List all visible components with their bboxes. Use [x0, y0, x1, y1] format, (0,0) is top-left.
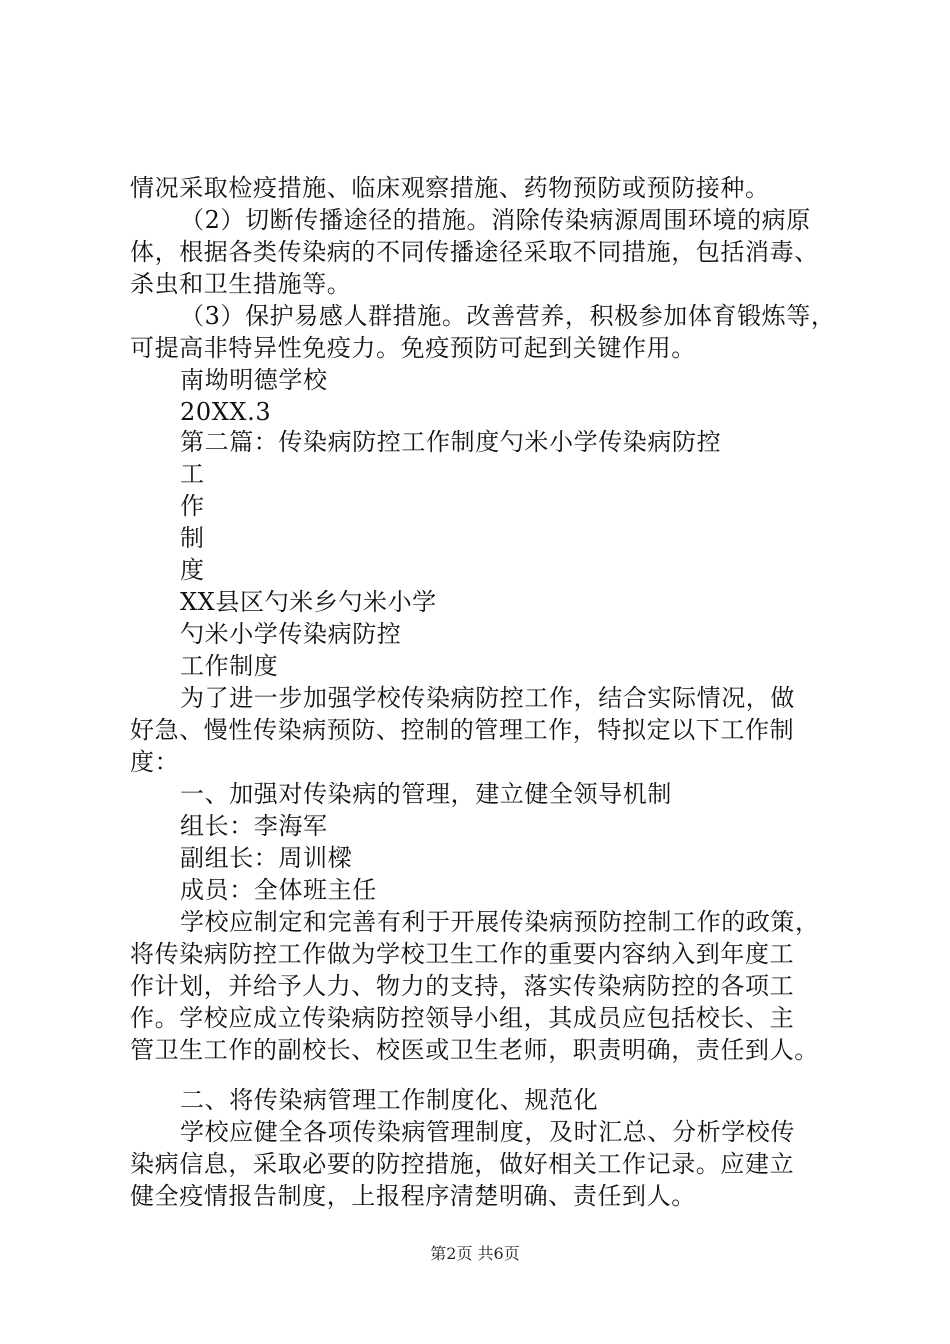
- text-line: 管卫生工作的副校长、校医或卫生老师，职责明确，责任到人。: [130, 1036, 819, 1064]
- text-line: 杀虫和卫生措施等。: [130, 270, 352, 298]
- text-line: 学校应制定和完善有利于开展传染病预防控制工作的政策，: [180, 908, 820, 936]
- text-line: 作。学校应成立传染病防控领导小组，其成员应包括校长、主: [130, 1004, 795, 1032]
- text-line: 工作制度: [180, 652, 279, 680]
- text-line: 将传染病防控工作做为学校卫生工作的重要内容纳入到年度工: [130, 940, 795, 968]
- text-line: 染病信息，采取必要的防控措施，做好相关工作记录。应建立: [130, 1150, 795, 1178]
- text-line: 工: [180, 460, 205, 488]
- text-line: 勺米小学传染病防控: [180, 620, 402, 648]
- text-line: 为了进一步加强学校传染病防控工作，结合实际情况，做: [180, 684, 795, 712]
- text-line: 副组长：周训樑: [180, 844, 353, 872]
- text-line: 作计划，并给予人力、物力的支持，落实传染病防控的各项工: [130, 972, 795, 1000]
- school-name: 南坳明德学校: [180, 366, 328, 394]
- text-line: 情况采取检疫措施、临床观察措施、药物预防或预防接种。: [130, 174, 770, 202]
- text-line: 好急、慢性传染病预防、控制的管理工作，特拟定以下工作制: [130, 716, 795, 744]
- section-title: 第二篇：传染病防控工作制度勺米小学传染病防控: [180, 428, 722, 456]
- text-line: 体，根据各类传染病的不同传播途径采取不同措施，包括消毒、: [130, 238, 819, 266]
- text-line: 可提高非特异性免疫力。免疫预防可起到关键作用。: [130, 334, 696, 362]
- page-footer: 第2页 共6页: [430, 1244, 520, 1263]
- text-line: 作: [180, 492, 205, 520]
- text-line: 度：: [130, 748, 180, 776]
- text-line: XX县区勺米乡勺米小学: [180, 588, 437, 616]
- text-line: 成员：全体班主任: [180, 876, 377, 904]
- text-line: （2）切断传播途径的措施。消除传染病源周围环境的病原: [180, 206, 811, 234]
- text-line: 制: [180, 524, 205, 552]
- heading-line: 一、加强对传染病的管理，建立健全领导机制: [180, 780, 672, 808]
- text-line: 组长：李海军: [180, 812, 328, 840]
- heading-line: 二、将传染病管理工作制度化、规范化: [180, 1086, 599, 1114]
- text-line: 健全疫情报告制度，上报程序清楚明确、责任到人。: [130, 1182, 696, 1210]
- text-line: 学校应健全各项传染病管理制度，及时汇总、分析学校传: [180, 1118, 795, 1146]
- date-line: 20XX.3: [180, 398, 272, 426]
- text-line: （3）保护易感人群措施。改善营养，积极参加体育锻炼等，: [180, 302, 836, 330]
- text-line: 度: [180, 556, 205, 584]
